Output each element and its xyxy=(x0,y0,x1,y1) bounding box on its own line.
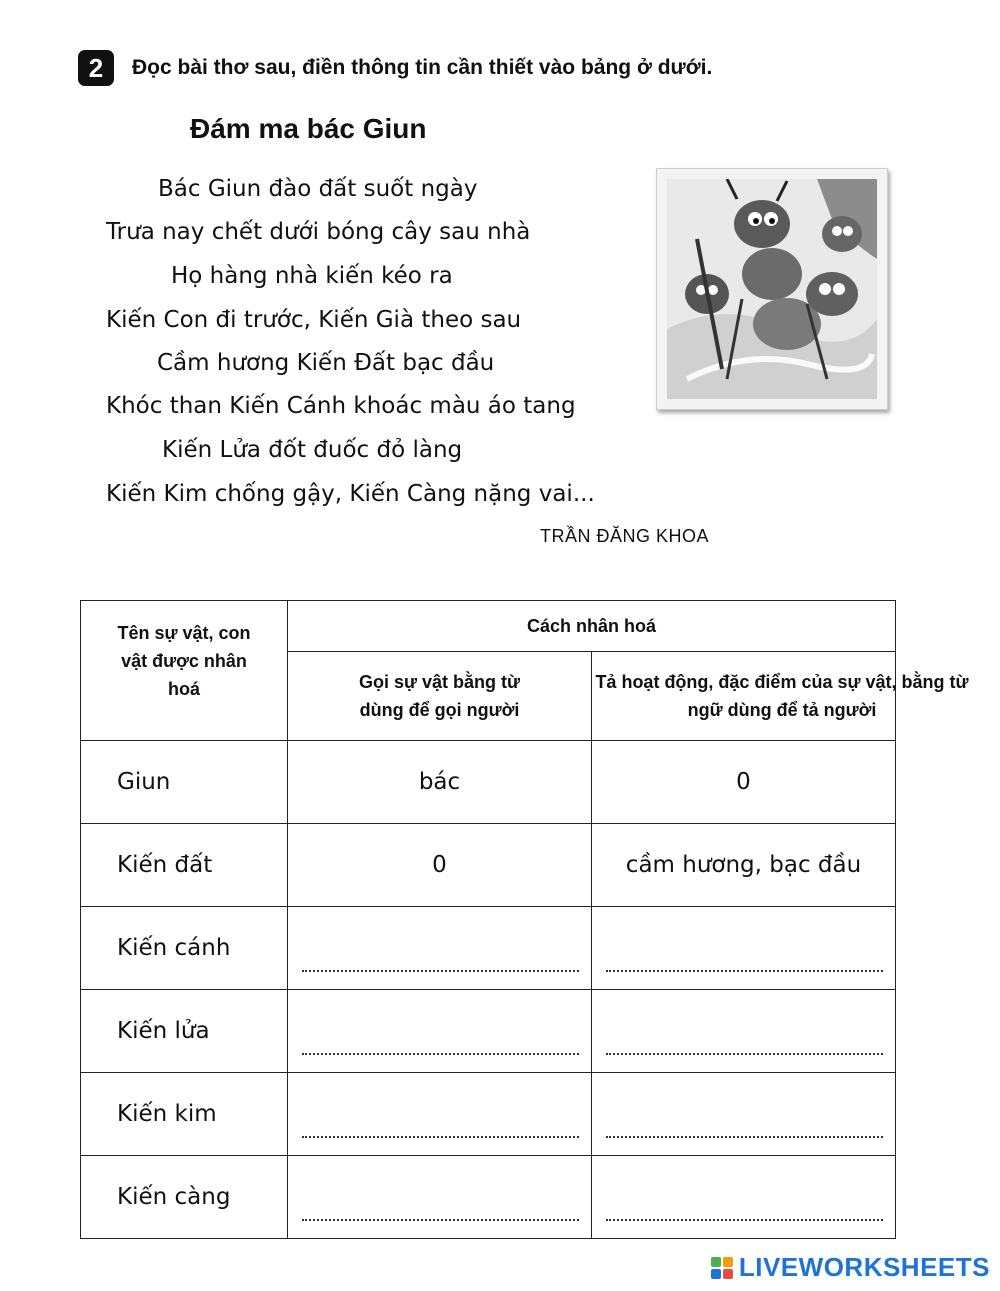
header-name-text: Tên sự vật, con vật được nhân hoá xyxy=(117,623,251,699)
answer-table xyxy=(80,600,969,1239)
row-name: Kiến lửa xyxy=(81,990,288,1073)
poem-line-7: Kiến Lửa đốt đuốc đỏ làng xyxy=(162,437,463,463)
dotted-answer-line[interactable] xyxy=(302,1039,579,1055)
row-call: 0 xyxy=(288,824,592,907)
row-call: bác xyxy=(288,741,592,824)
row-name: Kiến đất xyxy=(81,824,288,907)
dotted-answer-line[interactable] xyxy=(606,956,883,972)
header-call xyxy=(288,652,592,741)
header-call-text: Gọi sự vật bằng từ dùng để gọi người xyxy=(358,672,521,720)
table-row xyxy=(81,907,896,990)
ants-illustration xyxy=(656,168,888,410)
logo-text: LIVEWORKSHEETS xyxy=(738,1252,990,1282)
table-row xyxy=(81,1073,896,1156)
poem-line-3: Họ hàng nhà kiến kéo ra xyxy=(171,263,453,289)
table-row xyxy=(81,824,896,907)
exercise-number-badge: 2 xyxy=(78,50,114,86)
dotted-answer-line[interactable] xyxy=(606,1205,883,1221)
answer-blank-call[interactable] xyxy=(288,1073,592,1156)
dotted-answer-line[interactable] xyxy=(302,1205,579,1221)
poem-line-8: Kiến Kim chống gậy, Kiến Càng nặng vai... xyxy=(106,481,595,507)
answer-blank-describe[interactable] xyxy=(592,907,896,990)
row-describe: 0 xyxy=(592,741,896,824)
row-name: Kiến kim xyxy=(81,1073,288,1156)
row-describe: cầm hương, bạc đầu xyxy=(592,824,896,907)
header-describe-text: Tả hoạt động, đặc điểm của sự vật, bằng từ ngữ dùng để tả người xyxy=(595,672,969,720)
dotted-answer-line[interactable] xyxy=(302,956,579,972)
answer-blank-describe[interactable] xyxy=(592,990,896,1073)
row-name: Kiến cánh xyxy=(81,907,288,990)
poem-line-4: Kiến Con đi trước, Kiến Già theo sau xyxy=(106,307,522,333)
liveworksheets-logo[interactable] xyxy=(711,1252,990,1283)
exercise-header xyxy=(78,50,712,86)
header-group: Cách nhân hoá xyxy=(288,601,896,652)
ants-drawing xyxy=(667,179,877,399)
poem-line-6: Khóc than Kiến Cánh khoác màu áo tang xyxy=(106,393,576,419)
dotted-answer-line[interactable] xyxy=(606,1122,883,1138)
answer-blank-call[interactable] xyxy=(288,1156,592,1239)
poem-line-5: Cầm hương Kiến Đất bạc đầu xyxy=(157,350,495,376)
table-row xyxy=(81,741,896,824)
row-name: Giun xyxy=(81,741,288,824)
dotted-answer-line[interactable] xyxy=(302,1122,579,1138)
answer-blank-call[interactable] xyxy=(288,907,592,990)
logo-mark-icon xyxy=(711,1257,733,1279)
answer-blank-describe[interactable] xyxy=(592,1156,896,1239)
header-name xyxy=(81,601,288,741)
answer-blank-call[interactable] xyxy=(288,990,592,1073)
poem-title: Đám ma bác Giun xyxy=(190,113,427,144)
table-row xyxy=(81,990,896,1073)
row-name: Kiến càng xyxy=(81,1156,288,1239)
table-row xyxy=(81,1156,896,1239)
instruction-text: Đọc bài thơ sau, điền thông tin cần thiết vào bảng ở dưới. xyxy=(132,56,713,79)
dotted-answer-line[interactable] xyxy=(606,1039,883,1055)
poem-author: TRẦN ĐĂNG KHOA xyxy=(540,526,710,546)
header-describe xyxy=(592,652,969,741)
poem-line-2: Trưa nay chết dưới bóng cây sau nhà xyxy=(106,219,531,245)
answer-blank-describe[interactable] xyxy=(592,1073,896,1156)
poem-line-1: Bác Giun đào đất suốt ngày xyxy=(158,176,478,202)
